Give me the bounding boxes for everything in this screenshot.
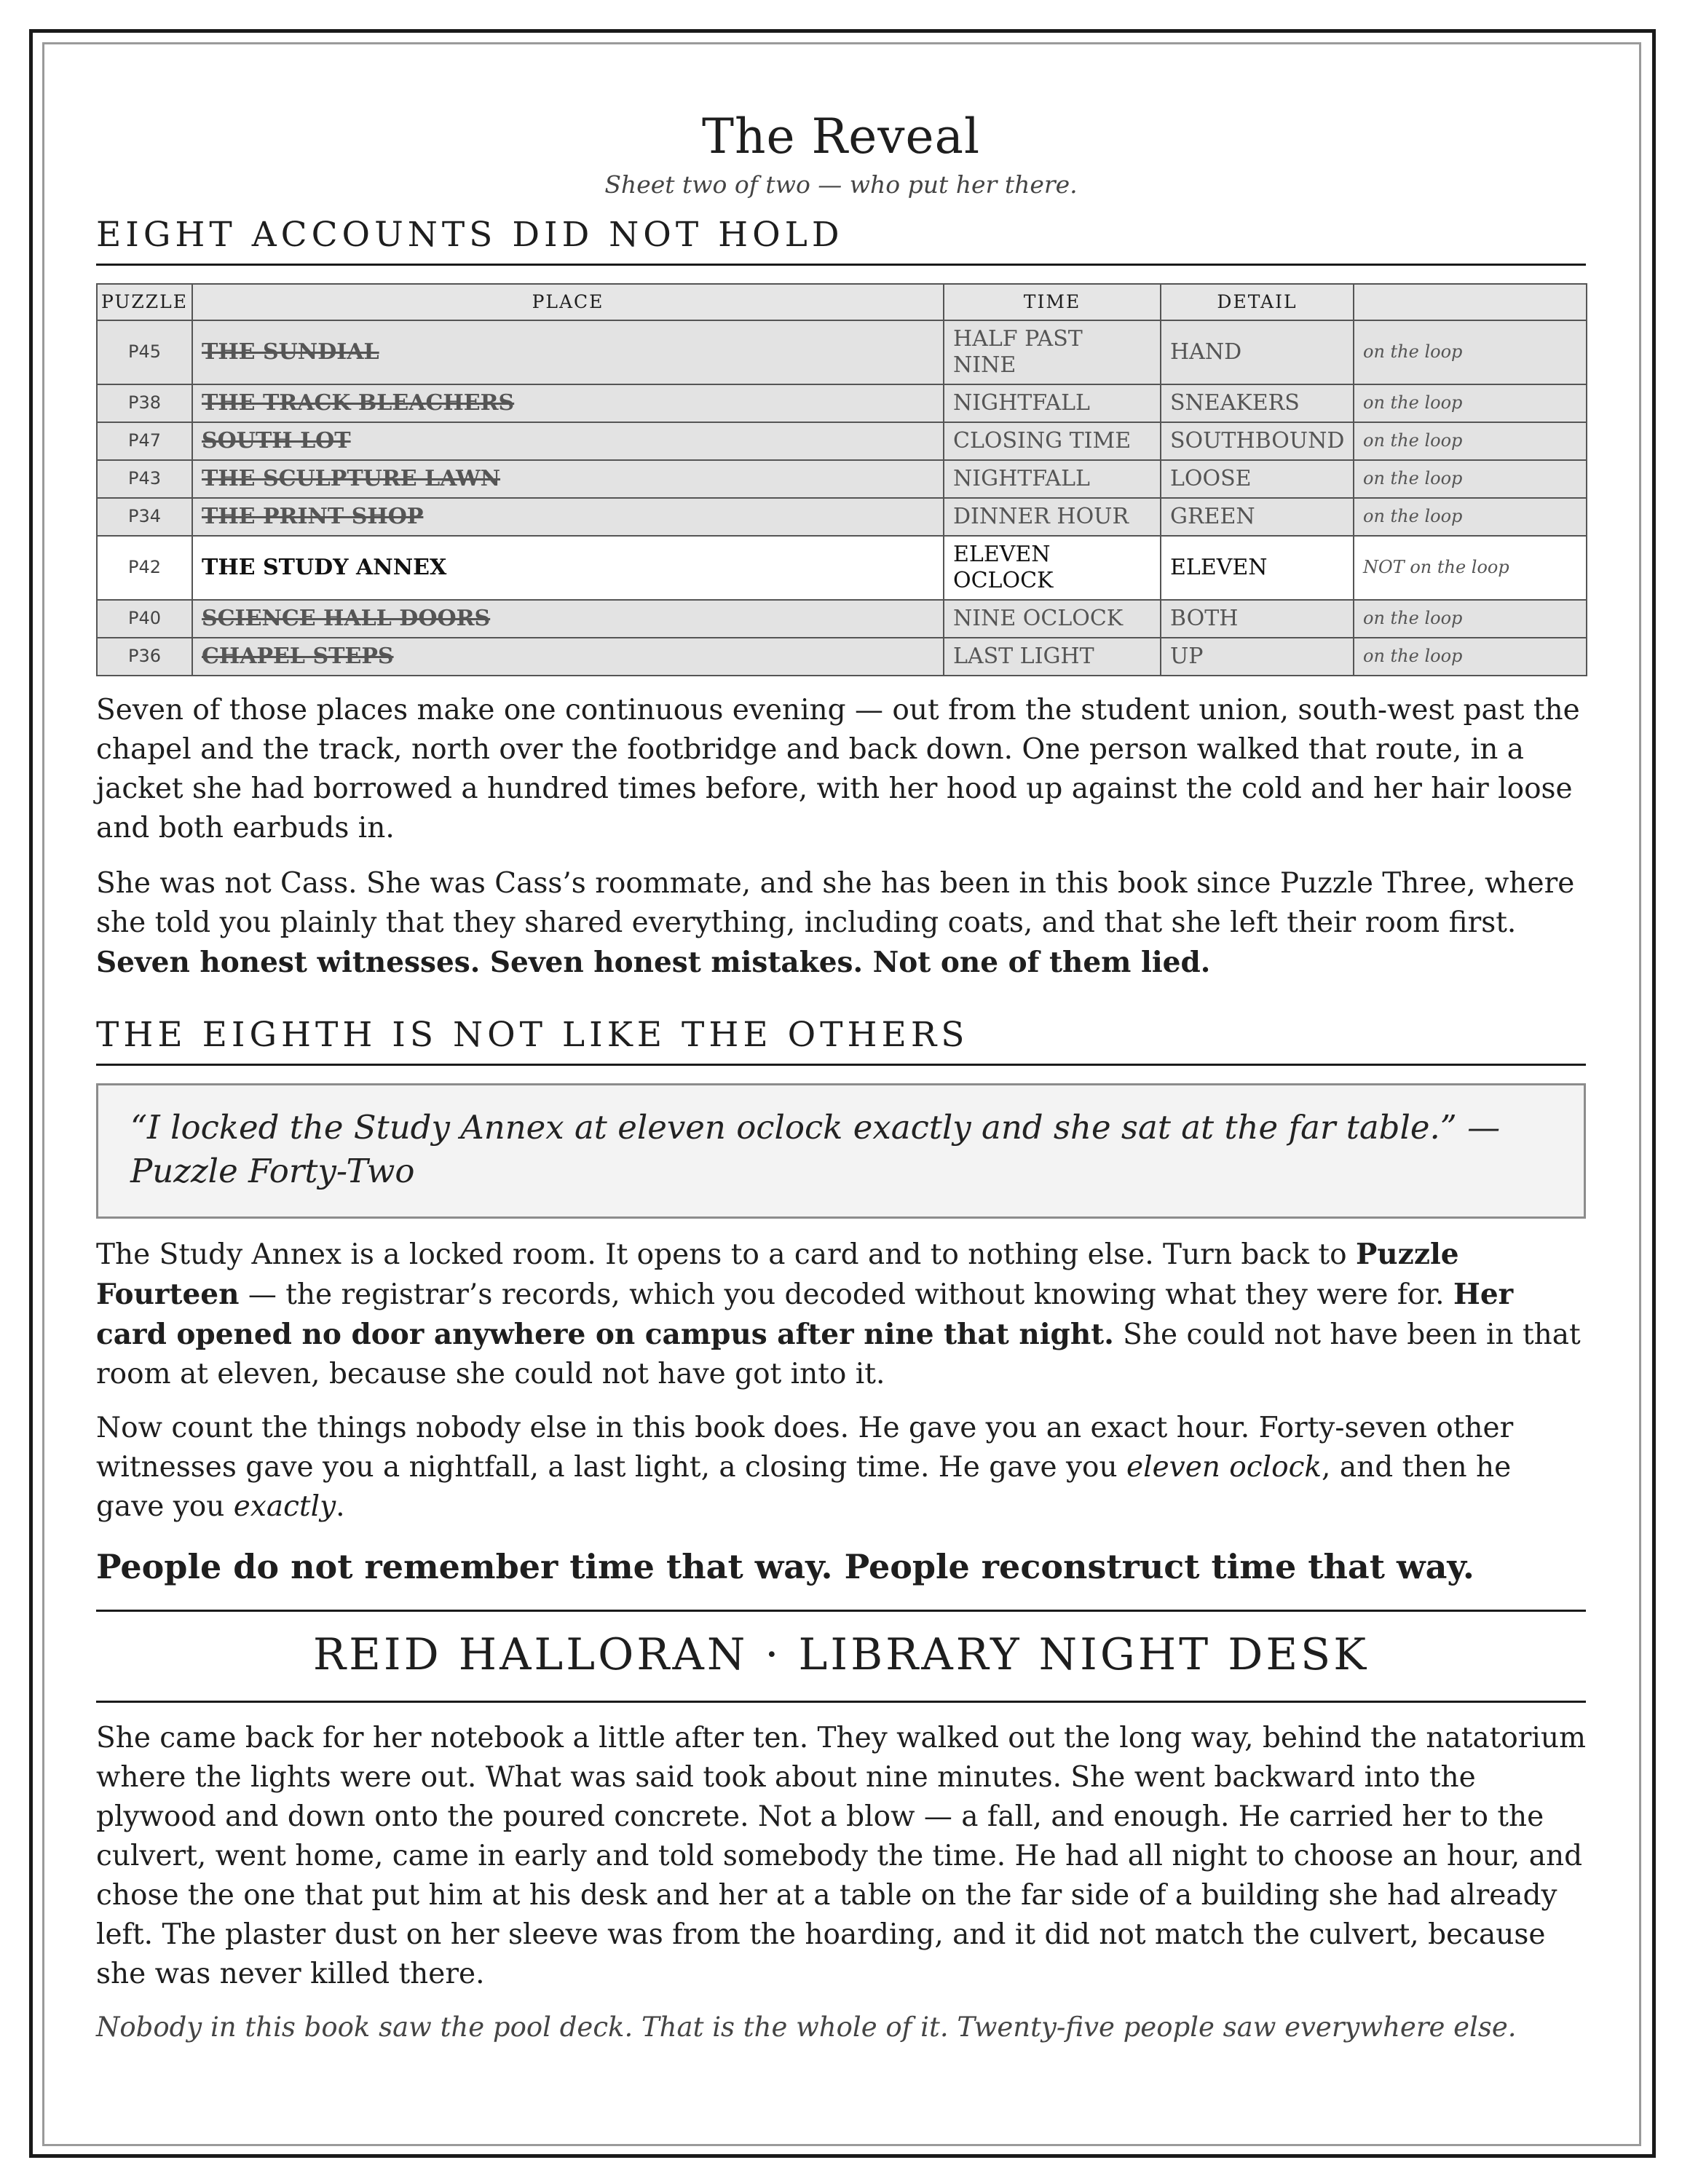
text-run: , and then he gave you: [96, 1450, 1512, 1523]
table-header-row: [97, 284, 1587, 320]
column-header-time: TIME: [944, 284, 1161, 320]
cell-detail: SOUTHBOUND: [1161, 422, 1354, 460]
emphasis-time: eleven oclock: [1126, 1450, 1322, 1484]
cell-time: ELEVEN OCLOCK: [944, 536, 1161, 600]
cell-note: on the loop: [1354, 460, 1587, 498]
paragraph-account: She came back for her notebook a little after ten. They walked out the long way, behind the natatorium where the lights were out. What was said took about nine minutes. She went backward into the plywood and down onto the poured concrete. Not a blow — a fall, and enough. He carried her to the culvert, went home, came in early and told somebody the time. He had all night to choose an hour, and chose the one that put him at his desk and her at a table on the far side of a building she had already left. The plaster dust on her sleeve was from the hoarding, and it did not match the culvert, because she was never killed there.: [96, 1721, 1586, 1990]
cell-detail: UP: [1161, 638, 1354, 676]
paragraph-exact-hour: [96, 1409, 1586, 1527]
table-row: [97, 498, 1587, 536]
cell-note: on the loop: [1354, 320, 1587, 384]
cell-time: NINE OCLOCK: [944, 600, 1161, 638]
table-row: [97, 384, 1587, 422]
cell-place: THE STUDY ANNEX: [192, 536, 944, 600]
conclusion-line: People do not remember time that way. People reconstruct time that way.: [96, 1546, 1474, 1586]
table-row: [97, 422, 1587, 460]
cell-place: CHAPEL STEPS: [192, 638, 944, 676]
table-row: [97, 638, 1587, 676]
column-header-note: [1354, 284, 1587, 320]
suspect-heading: REID HALLORAN · LIBRARY NIGHT DESK: [96, 1610, 1586, 1703]
cell-time: CLOSING TIME: [944, 422, 1161, 460]
paragraph-route: Seven of those places make one continuous evening — out from the student union, south-west past the chapel and the track, north over the footbridge and back down. One person walked that route, in a jacket she had borrowed a hundred times before, with her hood up against the cold and her hair loose and both earbuds in.: [96, 693, 1580, 844]
cell-puzzle: P34: [97, 498, 192, 536]
section-heading-eighth: THE EIGHTH IS NOT LIKE THE OTHERS: [96, 1015, 1586, 1066]
cell-detail: ELEVEN: [1161, 536, 1354, 600]
cell-puzzle: P40: [97, 600, 192, 638]
cell-note: on the loop: [1354, 384, 1587, 422]
sheet-content: [96, 109, 1586, 2045]
cell-place: THE TRACK BLEACHERS: [192, 384, 944, 422]
cell-place: THE SCULPTURE LAWN: [192, 460, 944, 498]
cell-time: LAST LIGHT: [944, 638, 1161, 676]
table-row-highlighted: [97, 536, 1587, 600]
cell-time: DINNER HOUR: [944, 498, 1161, 536]
cell-puzzle: P42: [97, 536, 192, 600]
cell-puzzle: P36: [97, 638, 192, 676]
cell-place: SOUTH LOT: [192, 422, 944, 460]
cell-place: SCIENCE HALL DOORS: [192, 600, 944, 638]
text-run: Now count the things nobody else in this book does. He gave you an exact hour. Forty-seven other witnesses gave you a nightfall, a last light, a closing time. He gave you: [96, 1411, 1514, 1484]
table-row: [97, 600, 1587, 638]
text-run: — the registrar’s records, which you decoded without knowing what they were for.: [239, 1278, 1453, 1311]
cell-note: on the loop: [1354, 638, 1587, 676]
cell-detail: BOTH: [1161, 600, 1354, 638]
paragraph-study-annex: [96, 1235, 1586, 1394]
paragraph-roommate: [96, 864, 1586, 983]
table-row: [97, 320, 1587, 384]
column-header-detail: DETAIL: [1161, 284, 1354, 320]
cell-detail: GREEN: [1161, 498, 1354, 536]
cell-time: HALF PAST NINE: [944, 320, 1161, 384]
cell-puzzle: P43: [97, 460, 192, 498]
text-run: She could not have been in that room at eleven, because she could not have got into it.: [96, 1318, 1581, 1390]
cell-note: on the loop: [1354, 600, 1587, 638]
cell-detail: HAND: [1161, 320, 1354, 384]
cell-detail: SNEAKERS: [1161, 384, 1354, 422]
cell-place: THE PRINT SHOP: [192, 498, 944, 536]
puzzle-reference: Puzzle Fourteen: [96, 1237, 1459, 1311]
page-title: The Reveal: [701, 108, 981, 165]
cell-note: on the loop: [1354, 498, 1587, 536]
paragraph-roommate-emphasis: Seven honest witnesses. Seven honest mistakes. Not one of them lied.: [96, 945, 1211, 979]
table-row: [97, 460, 1587, 498]
text-run: .: [336, 1489, 345, 1523]
cell-note: NOT on the loop: [1354, 536, 1587, 600]
cell-time: NIGHTFALL: [944, 384, 1161, 422]
column-header-place: PLACE: [192, 284, 944, 320]
cell-note: on the loop: [1354, 422, 1587, 460]
column-header-puzzle: PUZZLE: [97, 284, 192, 320]
text-run: The Study Annex is a locked room. It opens to a card and to nothing else. Turn back to: [96, 1238, 1356, 1271]
closing-line: Nobody in this book saw the pool deck. That is the whole of it. Twenty-five people saw everywhere else.: [96, 2011, 1517, 2043]
cell-time: NIGHTFALL: [944, 460, 1161, 498]
cell-place: THE SUNDIAL: [192, 320, 944, 384]
key-fact: Her card opened no door anywhere on campus after nine that night.: [96, 1277, 1514, 1351]
witness-quote: “I locked the Study Annex at eleven oclock exactly and she sat at the far table.” — Puzzle Forty-Two: [96, 1083, 1586, 1219]
cell-puzzle: P45: [97, 320, 192, 384]
accounts-table: [96, 283, 1587, 676]
emphasis-exactly: exactly: [233, 1489, 336, 1523]
paragraph-roommate-text: She was not Cass. She was Cass’s roommate, and she has been in this book since Puzzle Three, where she told you plainly that they shared everything, including coats, and that she left their room first.: [96, 866, 1575, 939]
page-subtitle: Sheet two of two — who put her there.: [604, 170, 1078, 199]
cell-puzzle: P47: [97, 422, 192, 460]
section-heading-accounts: EIGHT ACCOUNTS DID NOT HOLD: [96, 215, 1586, 266]
cell-puzzle: P38: [97, 384, 192, 422]
cell-detail: LOOSE: [1161, 460, 1354, 498]
